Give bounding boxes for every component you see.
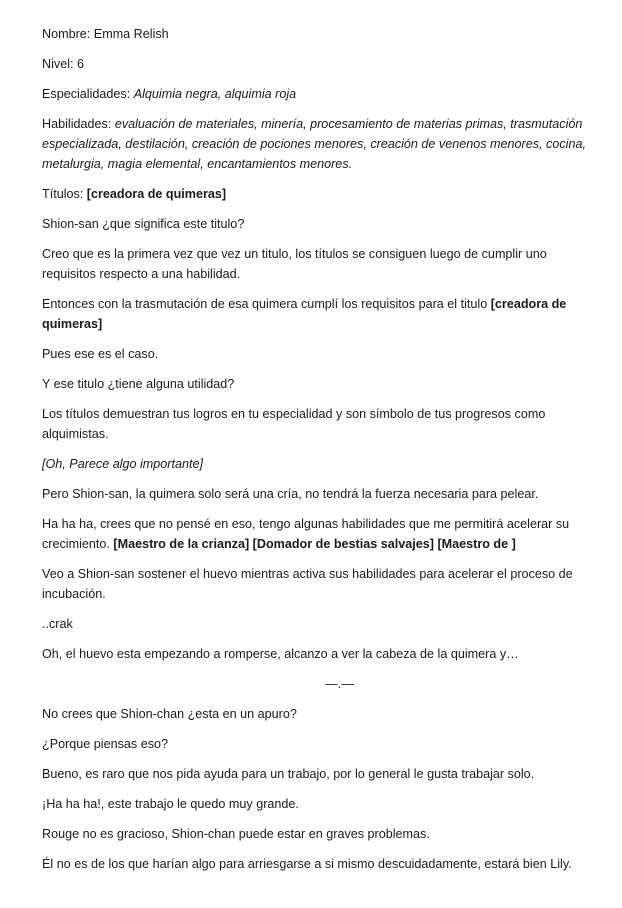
dialogue-line: Ha ha ha, crees que no pensé en eso, tengo algunas habilidades que me permitirá acelerar su crecimiento. [Maestro de la crianza] [Domador de bestias salvajes] [Maestro de ] [42, 517, 570, 551]
dialogue-line: Los títulos demuestran tus logros en tu especialidad y son símbolo de tus progresos como alquimistas. [42, 407, 546, 441]
dialogue-line: Entonces con la trasmutación de esa quimera cumplí los requisitos para el titulo [creadora de quimeras] [42, 297, 567, 331]
sound-effect: ..crak [42, 617, 73, 631]
dialogue-line: Oh, el huevo esta empezando a romperse, alcanzo a ver la cabeza de la quimera y… [42, 647, 519, 661]
profile-skills: Habilidades: evaluación de materiales, minería, procesamiento de materias primas, trasmutación especializada, destilación, creación de pociones menores, creación de venenos menores, cocina, metalurgia, magia elemental, encantamientos menores. [42, 117, 586, 171]
dialogue-line: Veo a Shion-san sostener el huevo mientras activa sus habilidades para acelerar el proceso de incubación. [42, 567, 573, 601]
dialogue-line: Creo que es la primera vez que vez un titulo, los títulos se consiguen luego de cumplir uno requisitos respecto a una habilidad. [42, 247, 547, 281]
dialogue-line: ¡Ha ha ha!, este trabajo le quedo muy grande. [42, 797, 299, 811]
dialogue-line: Pero Shion-san, la quimera solo será una cría, no tendrá la fuerza necesaria para pelear. [42, 487, 539, 501]
inner-thought: [Oh, Parece algo importante] [42, 457, 204, 471]
dialogue-line: Rouge no es gracioso, Shion-chan puede estar en graves problemas. [42, 827, 430, 841]
dialogue-line: Bueno, es raro que nos pida ayuda para un trabajo, por lo general le gusta trabajar solo. [42, 767, 535, 781]
profile-titles: Títulos: [creadora de quimeras] [42, 187, 227, 201]
dialogue-line: Pues ese es el caso. [42, 347, 159, 361]
profile-name: Nombre: Emma Relish [42, 27, 169, 41]
profile-specialties: Especialidades: Alquimia negra, alquimia roja [42, 87, 297, 101]
document-page [42, 24, 587, 884]
dialogue-line: ¿Porque piensas eso? [42, 737, 169, 751]
dialogue-line: Y ese titulo ¿tiene alguna utilidad? [42, 377, 235, 391]
scene-separator: —.— [325, 677, 354, 691]
dialogue-line: Shion-san ¿que significa este titulo? [42, 217, 245, 231]
dialogue-line: No crees que Shion-chan ¿esta en un apuro? [42, 707, 297, 721]
profile-level: Nivel: 6 [42, 57, 85, 71]
dialogue-line: Él no es de los que harían algo para arriesgarse a si mismo descuidadamente, estará bien Lily. [42, 857, 572, 871]
